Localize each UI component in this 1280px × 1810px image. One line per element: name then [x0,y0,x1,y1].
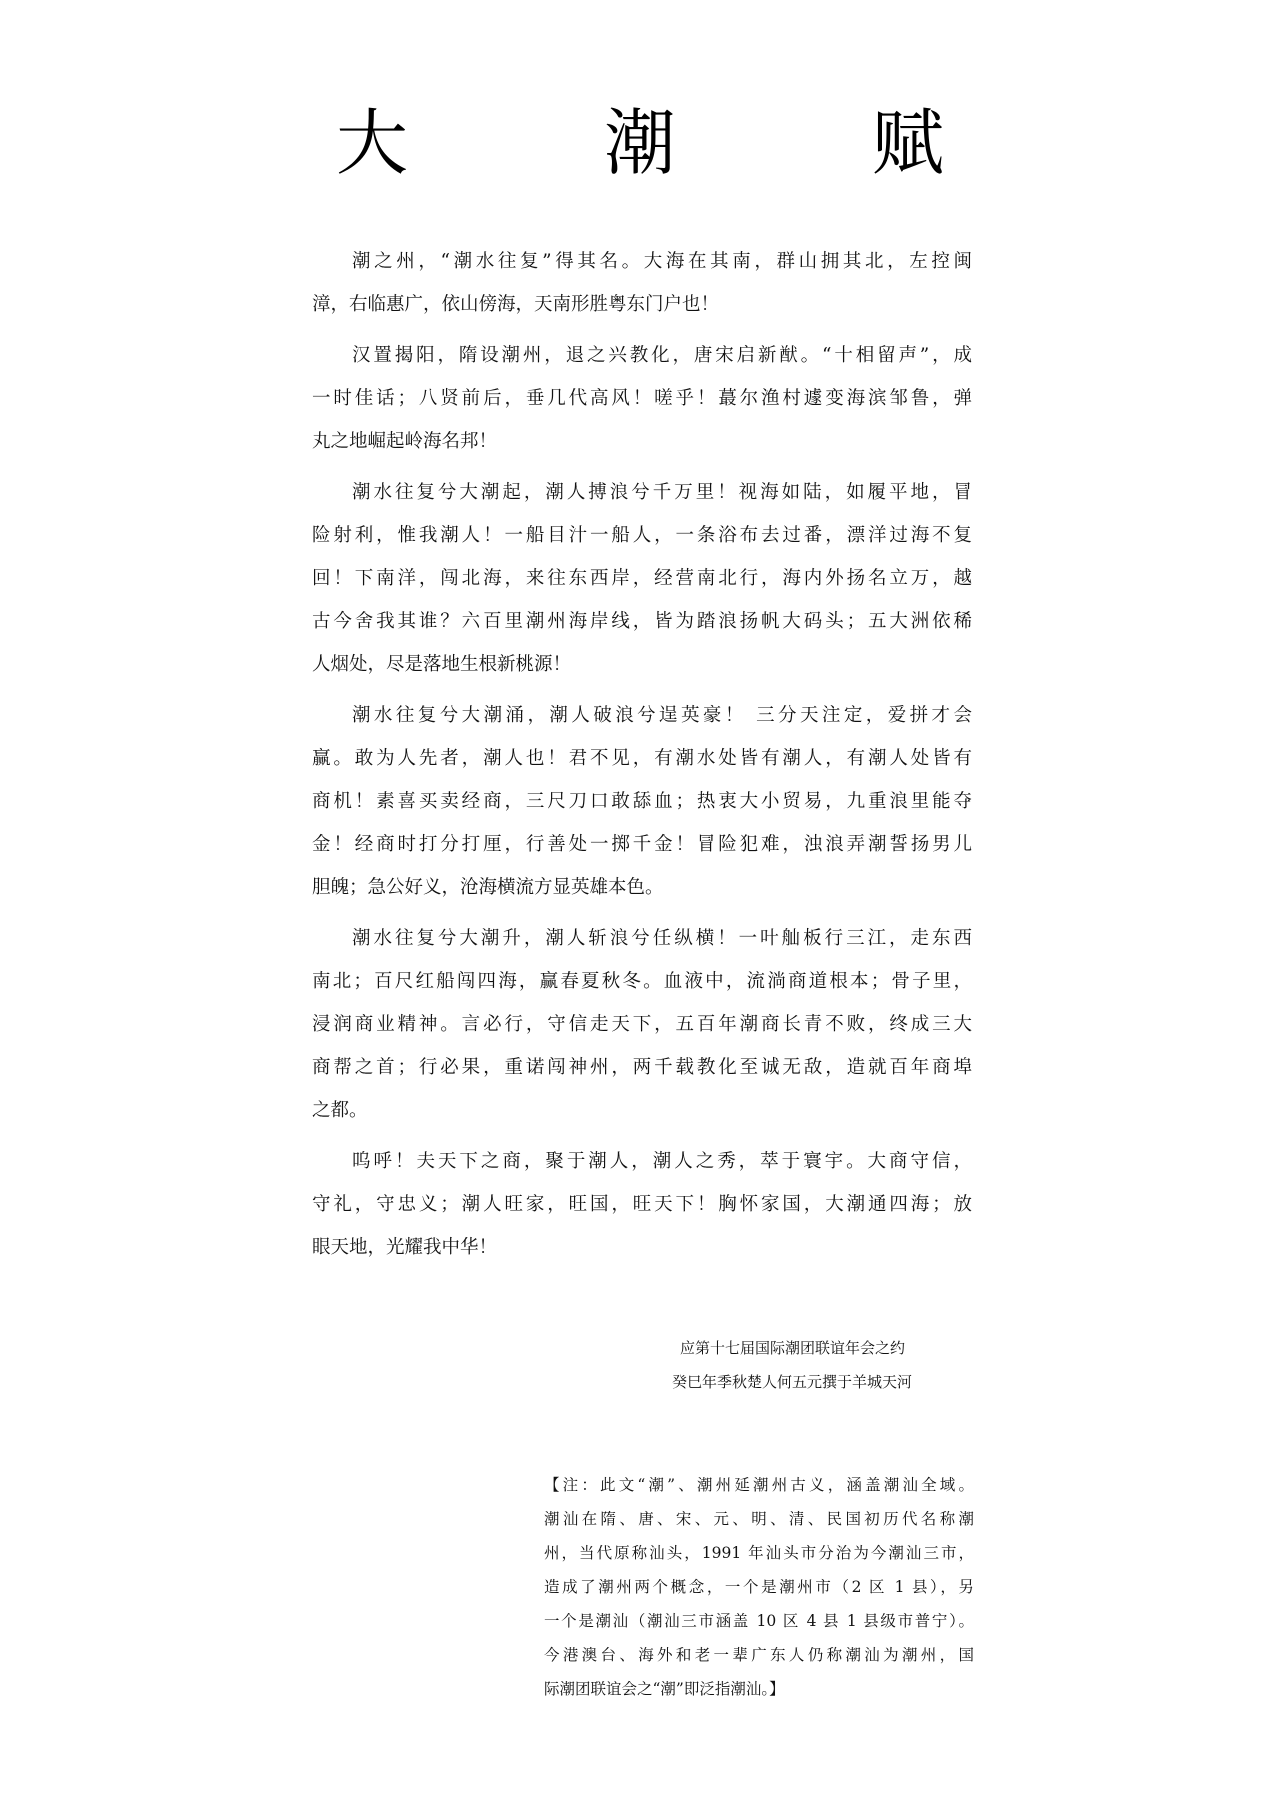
text-line: 古今舍我其谁？六百里潮州海岸线，皆为踏浪扬帆大码头；五大洲依稀 [312,611,972,632]
text-line: 潮水往复兮大潮起，潮人搏浪兮千万里！视海如陆，如履平地，冒 [352,482,972,503]
text-line: 之都。 [312,1100,368,1121]
note-line: 【注：此文“潮”、潮州延潮州古义，涵盖潮汕全域。 [544,1476,974,1494]
text-line: 呜呼！夫天下之商，聚于潮人，潮人之秀，萃于寰宇。大商守信， [352,1151,972,1172]
note-line: 造成了潮州两个概念，一个是潮州市（2 区 1 县），另 [544,1578,974,1596]
paragraph-5 [312,917,972,1132]
footnote [544,1468,974,1706]
note-line: 今港澳台、海外和老一辈广东人仍称潮汕为潮州，国 [544,1646,974,1664]
text-line: 潮水往复兮大潮升，潮人斩浪兮任纵横！一叶舢板行三江，走东西 [352,928,972,949]
text-line: 回！下南洋，闯北海，来往东西岸，经营南北行，海内外扬名立万，越 [312,568,972,589]
paragraph-2 [312,334,972,463]
text-line: 商机！素喜买卖经商，三尺刀口敢舔血；热衷大小贸易，九重浪里能夺 [312,791,972,812]
signature-occasion: 应第十七届国际潮团联谊年会之约 [680,1339,906,1357]
text-line: 潮之州，“潮水往复”得其名。大海在其南，群山拥其北，左控闽 [352,251,972,272]
text-line: 南北；百尺红船闯四海，赢春夏秋冬。血液中，流淌商道根本；骨子里， [312,971,972,992]
text-line: 一时佳话；八贤前后，垂几代高风！嗟乎！蕞尔渔村遽变海滨邹鲁，弹 [312,388,972,409]
text-line: 商帮之首；行必果，重诺闯神州，两千载教化至诚无敌，造就百年商埠 [312,1057,972,1078]
note-line: 州，当代原称汕头，1991 年汕头市分治为今潮汕三市， [544,1544,974,1562]
paragraph-4 [312,694,972,909]
note-line: 一个是潮汕（潮汕三市涵盖 10 区 4 县 1 县级市普宁）。 [544,1612,974,1630]
paragraph-6 [312,1140,972,1269]
text-line: 潮水往复兮大潮涌，潮人破浪兮逞英豪！ 三分天注定，爱拼才会 [352,705,972,726]
text-line: 胆魄；急公好义，沧海横流方显英雄本色。 [312,877,664,898]
signature-author: 癸巳年季秋楚人何五元撰于羊城天河 [672,1373,913,1391]
text-line: 金！经商时打分打厘，行善处一掷千金！冒险犯难，浊浪弄潮誓扬男儿 [312,834,972,855]
paragraph-1 [312,240,972,326]
text-line: 丸之地崛起岭海名邦！ [312,431,498,452]
text-line: 汉置揭阳，隋设潮州，退之兴教化，唐宋启新猷。“十相留声”，成 [352,345,972,366]
text-line: 守礼，守忠义；潮人旺家，旺国，旺天下！胸怀家国，大潮通四海；放 [312,1194,972,1215]
text-line: 眼天地，光耀我中华！ [312,1237,498,1258]
note-line: 潮汕在隋、唐、宋、元、明、清、民国初历代名称潮 [544,1510,974,1528]
text-line: 漳，右临惠广，依山傍海，天南形胜粤东门户也！ [312,294,720,315]
text-line: 人烟处，尽是落地生根新桃源！ [312,654,572,675]
text-line: 险射利，惟我潮人！一船目汁一船人，一条浴布去过番，漂洋过海不复 [312,525,972,546]
note-line: 际潮团联谊会之“潮”即泛指潮汕。】 [544,1680,785,1698]
text-line: 浸润商业精神。言必行，守信走天下，五百年潮商长青不败，终成三大 [312,1014,972,1035]
body-text [312,240,972,1277]
page-title: 大 潮 赋 [335,101,1006,185]
paragraph-3 [312,471,972,686]
text-line: 赢。敢为人先者，潮人也！君不见，有潮水处皆有潮人，有潮人处皆有 [312,748,972,769]
